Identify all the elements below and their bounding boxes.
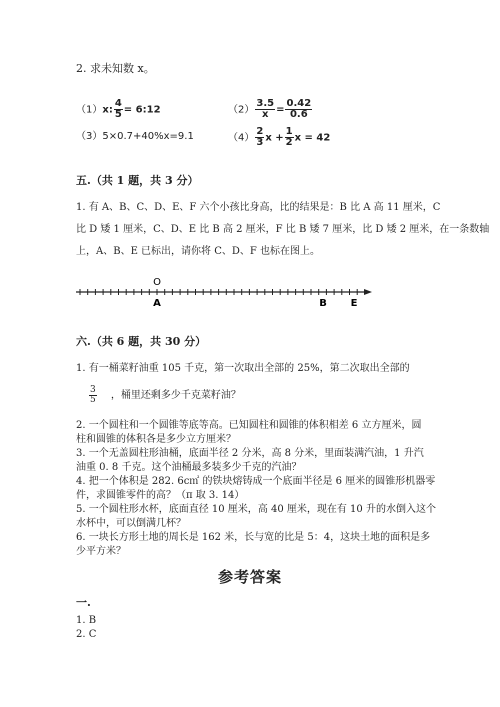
- section-title-5: 五.（共 1 题，共 3 分）: [76, 174, 199, 187]
- answer-1: 1. B: [76, 615, 97, 626]
- equation-3: （3）5×0.7+40%x=9.1: [76, 131, 194, 142]
- question-2-line: 柱和圆锥的体积各是多少立方厘米？: [76, 434, 236, 445]
- question-2-line: 2. 一个圆柱和一个圆锥等底等高。已知圆柱和圆锥的体积相差 6 立方厘米，圆: [76, 420, 422, 431]
- equation-4: （4） $\frac{2}{3}$ x + $\frac{1}{2}$ x = 42: [228, 126, 331, 148]
- question-text-line: 上，A、B、E 已标出，请你将 C、D、F 也标在图上。: [76, 246, 321, 257]
- answers-title: 参考答案: [217, 568, 282, 586]
- question-3-line: 油重 0. 8 千克。这个油桶最多装多少千克的汽油？: [76, 462, 302, 473]
- number-line-arrow: [364, 289, 372, 295]
- question-5-line: 水杯中，可以倒满几杯？: [76, 518, 186, 529]
- question-1-line: 1. 有一桶菜籽油重 105 千克，第一次取出全部的 25%，第二次取出全部的: [76, 363, 410, 374]
- question-4-line: 4. 把一个体积是 282. 6c㎡ 的铁块熔铸成一个底面半径是 6 厘米的圆锥形机器零: [76, 476, 436, 487]
- question-text-line: 1. 有 A、B、C、D、E、F 六个小孩比身高，比的结果是：B 比 A 高 11 厘米，C: [76, 202, 441, 213]
- question-heading: 2. 求未知数 x。: [76, 62, 155, 75]
- question-6-line: 少平方米？: [76, 546, 126, 557]
- section-title-6: 六.（共 6 题，共 30 分）: [76, 335, 207, 348]
- question-5-line: 5. 一个圆柱形水杯，底面直径 10 厘米，高 40 厘米，现在有 10 升的水倒入这个: [76, 504, 436, 515]
- equation-2: （2） $\frac{3.5}{x}$ = $\frac{0.42}{0.6}$: [228, 98, 312, 120]
- answer-2: 2. C: [76, 629, 97, 640]
- question-text-line: 比 D 矮 1 厘米，C、D、E 比 B 高 2 厘米，F 比 B 矮 7 厘米，比 D 矮 2 厘米，在一条数轴: [76, 224, 490, 235]
- equation-1: （1）x: $\frac{4}{5}$ = 6:12: [76, 98, 161, 120]
- label-o: O: [153, 277, 161, 288]
- question-1-fraction-line: $\frac{3}{5}$ ，桶里还剩多少千克菜籽油？: [90, 385, 241, 405]
- question-3-line: 3. 一个无盖圆柱形油桶，底面半径 2 分米，高 8 分米，里面装满汽油，1 升汽: [76, 448, 424, 459]
- question-6-line: 6. 一块长方形土地的周长是 162 米，长与宽的比是 5：4，这块土地的面积是多: [76, 532, 431, 543]
- label-b: B: [319, 298, 327, 309]
- answers-section-heading: 一.: [76, 596, 91, 609]
- label-e: E: [350, 298, 358, 309]
- question-4-line: 件，求圆锥零件的高？（π 取 3. 14）: [76, 490, 245, 501]
- number-line: [0, 270, 500, 320]
- label-a: A: [153, 298, 161, 309]
